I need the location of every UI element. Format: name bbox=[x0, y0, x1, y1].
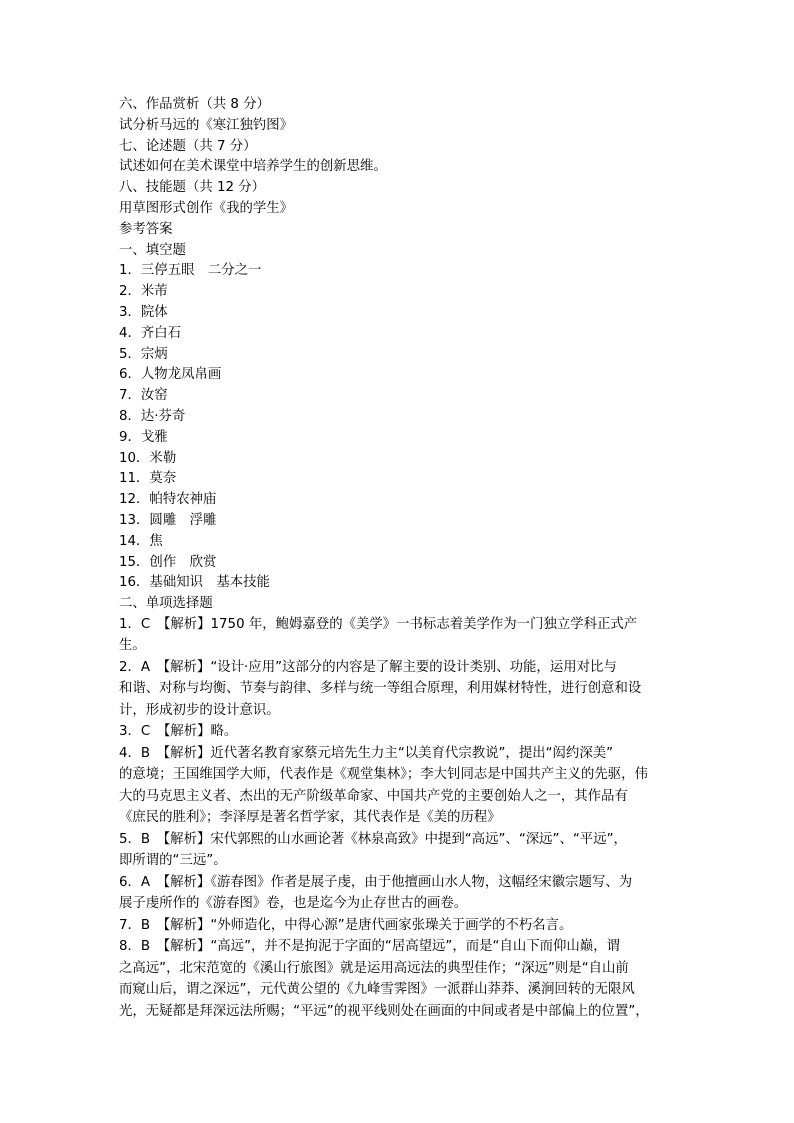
text-line: 10．米勒 bbox=[119, 450, 177, 466]
document-body bbox=[119, 95, 679, 1023]
text-line: 15．创作 欣赏 bbox=[119, 554, 217, 570]
text-line: 8．B 【解析】“高远”，并不是拘泥于字面的“居高望远”，而是“自山下而仰山巅，谓 bbox=[119, 939, 620, 955]
text-line: 一、填空题 bbox=[119, 242, 186, 258]
text-line: 而窥山后，谓之深远”，元代黄公望的《九峰雪霁图》一派群山莽莽、溪涧回转的无限风 bbox=[119, 982, 635, 998]
text-line: 1．三停五眼 二分之一 bbox=[119, 263, 262, 279]
text-line: 13．圆雕 浮雕 bbox=[119, 512, 217, 528]
text-line: 之高远”，北宋范宽的《溪山行旅图》就是运用高远法的典型佳作；“深远”则是“自山前 bbox=[119, 960, 629, 976]
text-line: 2．米芾 bbox=[119, 284, 168, 300]
text-line: 用草图形式创作《我的学生》 bbox=[119, 200, 294, 216]
text-line: 7．汝窑 bbox=[119, 388, 168, 404]
text-line: 2．A 【解析】“设计·应用”这部分的内容是了解主要的设计类别、功能，运用对比与 bbox=[119, 659, 617, 675]
text-line: 试述如何在美术课堂中培养学生的创新思维。 bbox=[119, 159, 387, 175]
text-line: 二、单项选择题 bbox=[119, 596, 213, 612]
text-line: 《庶民的胜利》；李泽厚是著名哲学家，其代表作是《美的历程》 bbox=[119, 810, 501, 826]
text-line: 七、论述题（共 7 分） bbox=[119, 138, 257, 154]
text-line: 展子虔所作的《游春图》卷，也是迄今为止存世古的画卷。 bbox=[119, 896, 468, 912]
text-line: 八、技能题（共 12 分） bbox=[119, 180, 266, 196]
text-line: 计，形成初步的设计意识。 bbox=[119, 702, 280, 718]
text-line: 六、作品赏析（共 8 分） bbox=[119, 97, 270, 112]
text-line: 7．B 【解析】“外师造化，中得心源”是唐代画家张璪关于画学的不朽名言。 bbox=[119, 917, 573, 933]
text-line: 8．达·芬奇 bbox=[119, 408, 186, 424]
text-line: 16．基础知识 基本技能 bbox=[119, 575, 270, 591]
text-line: 参考答案 bbox=[119, 221, 173, 237]
text-line: 3．C 【解析】略。 bbox=[119, 724, 238, 740]
text-line: 大的马克思主义者、杰出的无产阶级革命家、中国共产党的主要创始人之一，其作品有 bbox=[119, 788, 628, 804]
text-line: 5．宗炳 bbox=[119, 346, 168, 362]
text-line: 14．焦 bbox=[119, 533, 163, 549]
text-line: 生。 bbox=[119, 638, 146, 654]
text-line: 试分析马远的《寒江独钓图》 bbox=[119, 117, 294, 133]
text-line: 1．C 【解析】1750 年，鲍姆嘉登的《美学》一书标志着美学作为一门独立学科正式产 bbox=[119, 616, 638, 632]
text-line: 6．A 【解析】《游春图》作者是展子虔，由于他擅画山水人物，这幅经宋徽宗题写、为 bbox=[119, 874, 633, 890]
text-line: 6．人物龙凤帛画 bbox=[119, 367, 222, 383]
text-line: 12．帕特农神庙 bbox=[119, 492, 217, 508]
text-line: 11．莫奈 bbox=[119, 471, 177, 487]
text-line: 光，无疑都是拜深远法所赐；“平远”的视平线则处在画面的中间或者是中部偏上的位置”， bbox=[119, 1003, 649, 1019]
text-line: 9．戈雅 bbox=[119, 429, 168, 445]
text-line: 即所谓的“三远”。 bbox=[119, 853, 227, 869]
text-line: 4．B 【解析】近代著名教育家蔡元培先生力主“以美育代宗教说”，提出“闳约深美” bbox=[119, 745, 614, 761]
text-line: 3．院体 bbox=[119, 304, 168, 320]
text-line: 的意境；王国维国学大师，代表作是《观堂集林》；李大钊同志是中国共产主义的先驱，伟 bbox=[119, 767, 648, 783]
text-line: 4．齐白石 bbox=[119, 325, 182, 341]
text-line: 和谐、对称与均衡、节奏与韵律、多样与统一等组合原理，利用媒材特性，进行创意和设 bbox=[119, 681, 642, 697]
text-line: 5．B 【解析】宋代郭熙的山水画论著《林泉高致》中提到“高远”、“深远”、“平远”， bbox=[119, 831, 627, 847]
